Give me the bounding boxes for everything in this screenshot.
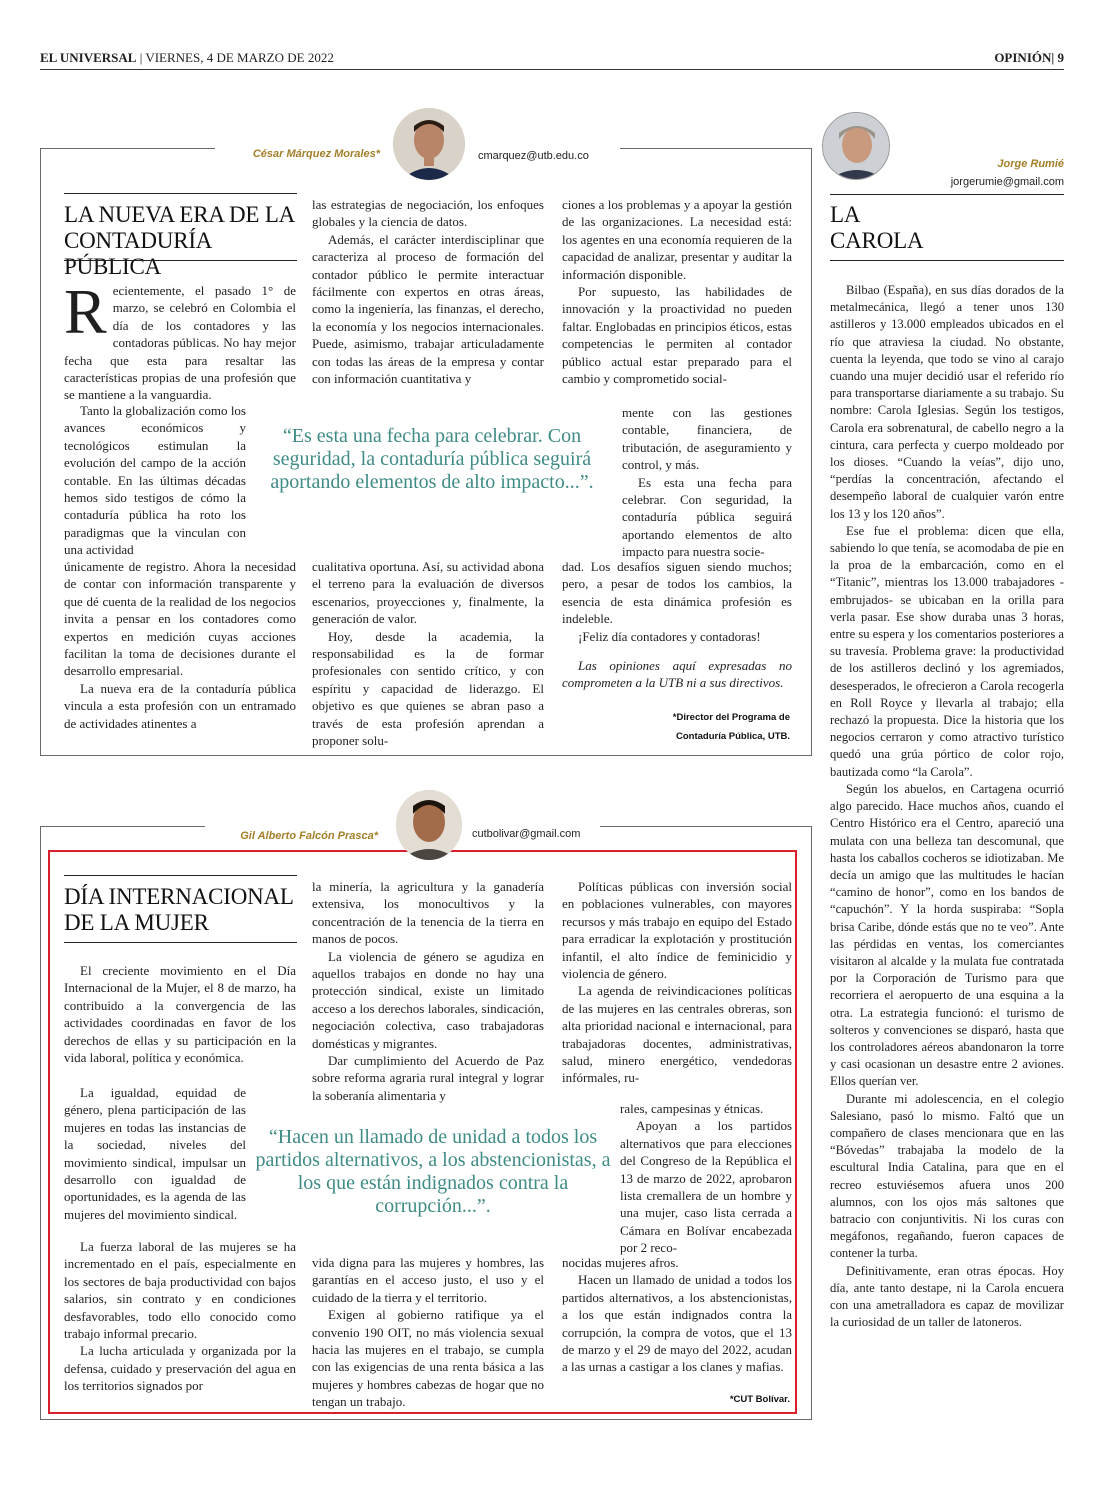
paragraph: Exigen al gobierno ratifique ya el convenio 190 OIT, no más violencia sexual hacia las mujeres en el trabajo, se cumpla con las exigencias de una renta básica a las mujeres y hombres cabezas de hogar que no tengan un trabajo. xyxy=(312,1307,544,1410)
drop-cap: R xyxy=(64,276,107,347)
section-label: OPINIÓN| 9 xyxy=(994,50,1064,65)
paragraph: La nueva era de la contaduría pública vincula a esta profesión con un entramado de actividades atinentes a xyxy=(64,680,296,731)
paragraph: Además, el carácter interdisciplinar que caracteriza al proceso de formación del contador público le permite interactuar fácilmente con expertos en otras áreas, como la ingeniería, las finanzas, el derecho, la economía y los negocios internacionales. Puede, asimismo, trabajar articuladamente con todas las áreas de la empresa y contar con información cuantitativa y xyxy=(312,231,544,387)
article-title xyxy=(64,884,304,936)
pull-quote: “Hacen un llamado de unidad a todos los partidos alternativos, a los abstencionistas, a los que están indignados contra la corrupción...”. xyxy=(255,1126,611,1217)
paragraph: nocidas mujeres afros. xyxy=(562,1255,679,1270)
article-column-3-lower xyxy=(562,558,792,692)
paragraph: Hoy, desde la academia, la responsabilidad es la de formar profesionales con sentido crítico, y con espíritu y capacidad de liderazgo. El objetivo es que quienes se abran paso a través de esta profesión aprendan a proponer solu- xyxy=(312,628,544,749)
paragraph: Apoyan a los partidos alternativos que para elecciones del Congreso de la República el 13 de marzo de 2022, aprobaron lista cremallera de un hombre y una mujer, caso lista cerrada a Cámara en Bolívar encabezada por 2 reco- xyxy=(620,1118,792,1256)
paragraph: La lucha articulada y organizada por la defensa, cuidado y preservación del agua en los territorios signados por xyxy=(64,1343,296,1394)
author-email[interactable]: jorgerumie@gmail.com xyxy=(950,176,1064,188)
article-title xyxy=(830,202,1060,254)
paragraph: Hacen un llamado de unidad a todos los partidos alternativos, a los abstencionistas, a los que están indignados contra la corrupción, la compra de votos, que el 13 de marzo y el 29 de mayo del 2022, acudan a las urnas a castigar a los clanes y mafias. xyxy=(562,1272,792,1375)
author-photo xyxy=(393,108,465,180)
paragraph: dad. Los desafíos siguen siendo muchos; pero, a pesar de todos los cambios, la esencia de esta dinámica profesión es indeleble. xyxy=(562,559,792,627)
article-column-3-wrap xyxy=(620,1100,792,1257)
paragraph: las estrategias de negociación, los enfoques globales y la ciencia de datos. xyxy=(312,197,544,230)
paragraph: La igualdad, equidad de género, plena participación de las mujeres en todas las instancias de la sociedad, niveles del movimiento sindical, impulsar un desarrollo con igualdad de oportunidades, es la agenda de las mujeres del movimiento sindical. xyxy=(64,1085,246,1222)
paragraph: vida digna para las mujeres y hombres, las garantías en el acceso justo, el uso y el cuidado de la tierra y el territorio. xyxy=(312,1255,544,1305)
header-rule xyxy=(40,69,1064,70)
section-name: OPINIÓN xyxy=(994,50,1052,65)
title-line-1: LA NUEVA ERA DE LA xyxy=(64,202,296,227)
article-column-1-rest xyxy=(64,558,296,732)
paragraph: La violencia de género se agudiza en aquellos trabajos en donde no hay una protección sindical, existe un limitado acceso a los derechos laborales, sindicación, negociación colectiva, caso trabajadoras domésticas y migrantes. xyxy=(312,948,544,1051)
title-line-1: LA xyxy=(830,202,861,227)
author-name: Gil Alberto Falcón Prasca* xyxy=(240,830,378,842)
paragraph: Ese fue el problema: dicen que ella, sabiendo lo que tenía, se acomodaba de pie en la proa de la embarcación, como en el “Titanic”, mientras los 13.000 trabajadores -embrujados- se ubicaban en la orilla para verla pasar. Ese show duraba unas 3 horas, entre su espera y los comentarios posteriores a su travesía. Problema grave: la productividad de los astilleros declinó y los agremiados, desesperados, le ofrecieron a Carola recogerla en Roll Royce y llevarla al trabajo; ella rechazó la propuesta. Dice la historia que los negocios cerraron y como atractivo turístico quedó una grúa pórtico de color rojo, bautizada como “la Carola”. xyxy=(830,523,1064,779)
paragraph: ecientemente, el pasado 1° de marzo, se celebró en Colombia el día de los contadores y las contadoras públicas. No hay mejor fecha que esta para resaltar las características propias de una profesión que se mantiene a la vanguardia. xyxy=(64,283,296,403)
issue-date: VIERNES, 4 DE MARZO DE 2022 xyxy=(145,50,334,65)
article-column-3-wrap xyxy=(622,404,792,561)
paragraph: Bilbao (España), en sus días dorados de la metalmecánica, llegó a tener unos 130 astilleros y 13.000 empleados ubicados en el río que atraviesa la ciudad. No obstante, cuenta la leyenda, que todo se vino al carajo cuando una mujer decidió usar el referido río para transportarse diariamente a su trabajo. Su nombre: Carola Iglesias. Según los testigos, Carola era sobrenatural, de cabello negro a la cintura, cara perfecta y cuerpo moldeado por los dioses. “Cuando la veías”, dijo uno, “perdías la concentración, afectando el desempeño laboral de cualquier varón entre los 13 y los 120 años”. xyxy=(830,283,1064,521)
author-photo xyxy=(822,112,890,180)
paragraph: rales, campesinas y étnicas. xyxy=(620,1101,764,1116)
title-rule-top xyxy=(830,194,1064,195)
title-rule-top xyxy=(64,875,297,876)
title-line-2: DE LA MUJER xyxy=(64,910,209,935)
article-column-2 xyxy=(312,878,544,1104)
masthead: EL UNIVERSAL | VIERNES, 4 DE MARZO DE 2022 xyxy=(40,50,334,65)
title-line-2: CAROLA xyxy=(830,228,924,253)
paragraph: Según los abuelos, en Cartagena ocurrió algo parecido. Hace muchos años, cuando el Centro Histórico era el Centro, apareció una mulata con una belleza tan descomunal, que hasta los caballos cocheros se idiotizaban. Me decía un amigo que las multitudes le hacían “camino de honor”, como en los bandos de “capuchón”. Y la horda suspiraba: “Sopla brisa Caribe, dónde estás que no te veo”. Ante las pérdidas en ventas, los comerciantes visitaron al alcalde y la mulata fue contratada por la Corporación de Turismo para que recorriera el aeropuerto de una esquina a la otra. La estrategia funcionó: el turismo de solteros y convenciones se disparó, hasta que los controladores aéreos abandonaron la torre y casi ocasionan un desastre entre 2 aviones. Ellos querían ver. xyxy=(830,781,1064,1089)
disclaimer: Las opiniones aquí expresadas no comprometen a la UTB ni a sus directivos. xyxy=(562,658,792,691)
paragraph: ciones a los problemas y a apoyar la gestión de las organizaciones. La necesidad está: los agentes en una economía requieren de la capacidad de analizar, presentar y auditar la información disponible. xyxy=(562,197,792,282)
paragraph: Definitivamente, eran otras épocas. Hoy día, ante tanto destape, ni la Carola encuera con una ametralladora es capaz de movilizar la curiosidad de un taller de latoneros. xyxy=(830,1263,1064,1330)
author-email[interactable]: cutbolivar@gmail.com xyxy=(472,828,581,840)
article-column-1-wrap xyxy=(64,402,246,559)
article-column-3 xyxy=(562,196,792,387)
title-rule-top xyxy=(64,193,297,194)
paragraph: cualitativa oportuna. Así, su actividad abona el terreno para la evaluación de diversos escenarios, proyecciones y, finalmente, la generación de valor. xyxy=(312,559,544,627)
paragraph: Durante mi adolescencia, en el colegio Salesiano, pasó lo mismo. Faltó que un compañero de clases mencionara que en las “Bóvedas” trabajaba la modelo de la escultural India Catalina, para que en el recreo estuviésemos afuera unos 200 alumnos, con los ojos más saltones que batracio con conjuntivitis. Ni los curas con megáfonos, regañando, fueron capaces de contener la turba. xyxy=(830,1091,1064,1261)
credit-line-1: *Director del Programa de xyxy=(672,712,790,723)
paragraph: Políticas públicas con inversión social en poblaciones vulnerables, con mayores recursos y más trabajo en equipo del Estado para erradicar la explotación y prostitución infantil, el alto índice de feminicidio y violencia de género. xyxy=(562,879,792,982)
article-title xyxy=(64,202,304,280)
author-photo xyxy=(396,790,462,860)
author-name: César Márquez Morales* xyxy=(252,148,380,160)
pull-quote: “Es esta una fecha para celebrar. Con seguridad, la contaduría pública seguirá aportando elementos de alto impacto...”. xyxy=(270,425,594,493)
article-column-1 xyxy=(64,962,296,1066)
paragraph: Es esta una fecha para celebrar. Con seguridad, la contaduría pública seguirá aportando elementos de alto impacto para nuestra socie- xyxy=(622,474,792,560)
paragraph: La agenda de reivindicaciones políticas de las mujeres en las centrales obreras, son alta prioridad nacional e internacional, para trabajadoras docentes, administrativas, salud, minero energético, vendedoras infórmales, ru- xyxy=(562,983,792,1086)
article-column-3 xyxy=(562,878,792,1087)
paragraph: únicamente de registro. Ahora la necesidad de contar con información transparente y que dé cuenta de la realidad de los negocios invita a pensar en los contadores como expertos en medición cuyas acciones facilitan la toma de decisiones durante el desarrollo empresarial. xyxy=(64,559,296,679)
title-line-2: CONTADURÍA PÚBLICA xyxy=(64,228,211,279)
paragraph: La fuerza laboral de las mujeres se ha incrementado en el país, especialmente en los sectores de baja productividad con bajos salarios, sin contrato y en condiciones desfavorables, todo ello conocido como trabajo informal precario. xyxy=(64,1239,296,1342)
author-name: Jorge Rumié xyxy=(997,158,1064,170)
paragraph: Dar cumplimiento del Acuerdo de Paz sobre reforma agraria rural integral y lograr la soberanía alimentaria y xyxy=(312,1053,544,1103)
title-rule-bottom xyxy=(64,942,297,943)
author-credit: *CUT Bolívar. xyxy=(729,1394,790,1405)
paragraph: la minería, la agricultura y la ganadería extensiva, los monocultivos y la concentración de la tenencia de la tierra en manos de pocos. xyxy=(312,879,544,947)
paragraph: Por supuesto, las habilidades de innovación y la proactividad no pueden faltar. Englobadas en principios éticos, estas competencias le permiten al contador público actual estar preparado para el cambio y comprometido social- xyxy=(562,284,792,387)
title-rule-bottom xyxy=(830,260,1064,261)
article-column xyxy=(830,282,1064,1331)
author-credit xyxy=(562,708,790,746)
paragraph: ¡Feliz día contadores y contadoras! xyxy=(578,628,761,644)
article-column-3-lower xyxy=(562,1254,792,1376)
page-number: 9 xyxy=(1057,50,1064,65)
paper-name: EL UNIVERSAL xyxy=(40,50,137,65)
title-rule-bottom xyxy=(64,260,297,261)
paragraph: Tanto la globalización como los avances económicos y tecnológicos estimulan la evolución del campo de la acción contable. En las últimas décadas hemos sido testigos de cómo la contaduría pública ha roto los paradigmas que la vinculan con una actividad xyxy=(64,403,246,558)
author-email[interactable]: cmarquez@utb.edu.co xyxy=(478,150,589,162)
paragraph: El creciente movimiento en el Día Internacional de la Mujer, el 8 de marzo, ha contribuido a la convergencia de las actividades coordinadas en favor de los derechos de ellas y su participación en la vida laboral, política y económica. xyxy=(64,963,296,1066)
article-column-1-wrap xyxy=(64,1084,246,1223)
paragraph: mente con las gestiones contable, financiera, de tributación, de aseguramiento y control, y más. xyxy=(622,405,792,473)
article-column-1-rest xyxy=(64,1238,296,1395)
credit-line-2: Contaduría Pública, UTB. xyxy=(675,731,790,742)
article-column-2 xyxy=(312,196,544,387)
title-line-1: DÍA INTERNACIONAL xyxy=(64,884,294,909)
article-column-2-lower xyxy=(312,1254,544,1411)
article-column-2-lower xyxy=(312,558,544,749)
article-column-1 xyxy=(64,276,296,404)
